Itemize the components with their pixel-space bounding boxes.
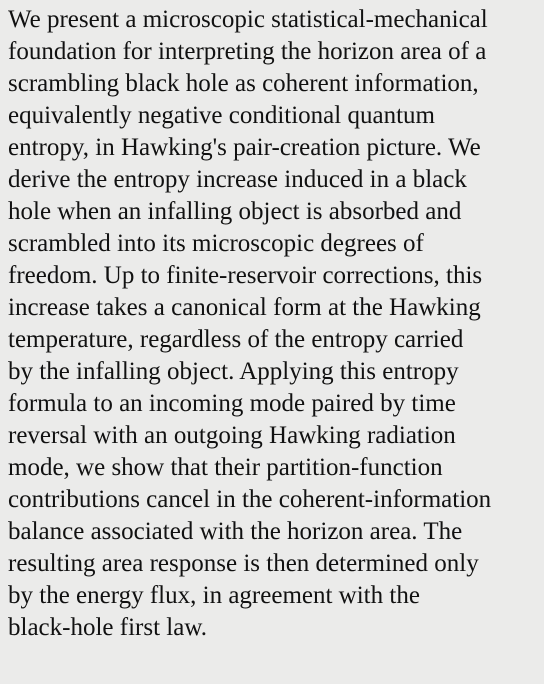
- abstract-line-10: increase takes a canonical form at the Hawking: [8, 294, 481, 321]
- abstract-line-11: temperature, regardless of the entropy carried: [8, 326, 464, 353]
- abstract-line-14: reversal with an outgoing Hawking radiation: [8, 422, 456, 449]
- abstract-line-6: derive the entropy increase induced in a black: [8, 166, 467, 193]
- abstract-line-13: formula to an incoming mode paired by time: [8, 390, 456, 417]
- abstract-line-15: mode, we show that their partition-function: [8, 454, 443, 481]
- abstract-line-8: scrambled into its microscopic degrees of: [8, 230, 424, 257]
- abstract-line-1: We present a microscopic statistical-mechanical: [8, 6, 488, 33]
- abstract-line-19: by the energy flux, in agreement with the: [8, 582, 420, 609]
- abstract-line-9: freedom. Up to finite-reservoir corrections, this: [8, 262, 483, 289]
- abstract-line-20: black-hole first law.: [8, 614, 207, 641]
- abstract-line-17: balance associated with the horizon area. The: [8, 518, 463, 545]
- abstract-text: [0, 4, 544, 684]
- abstract-line-2: foundation for interpreting the horizon area of a: [8, 38, 487, 65]
- abstract-line-3: scrambling black hole as coherent information,: [8, 70, 479, 97]
- abstract-line-4: equivalently negative conditional quantum: [8, 102, 435, 129]
- abstract-line-18: resulting area response is then determined only: [8, 550, 479, 577]
- abstract-line-5: entropy, in Hawking's pair-creation picture. We: [8, 134, 481, 161]
- abstract-line-12: by the infalling object. Applying this entropy: [8, 358, 459, 385]
- abstract-line-7: hole when an infalling object is absorbed and: [8, 198, 462, 225]
- abstract-line-16: contributions cancel in the coherent-information: [8, 486, 492, 513]
